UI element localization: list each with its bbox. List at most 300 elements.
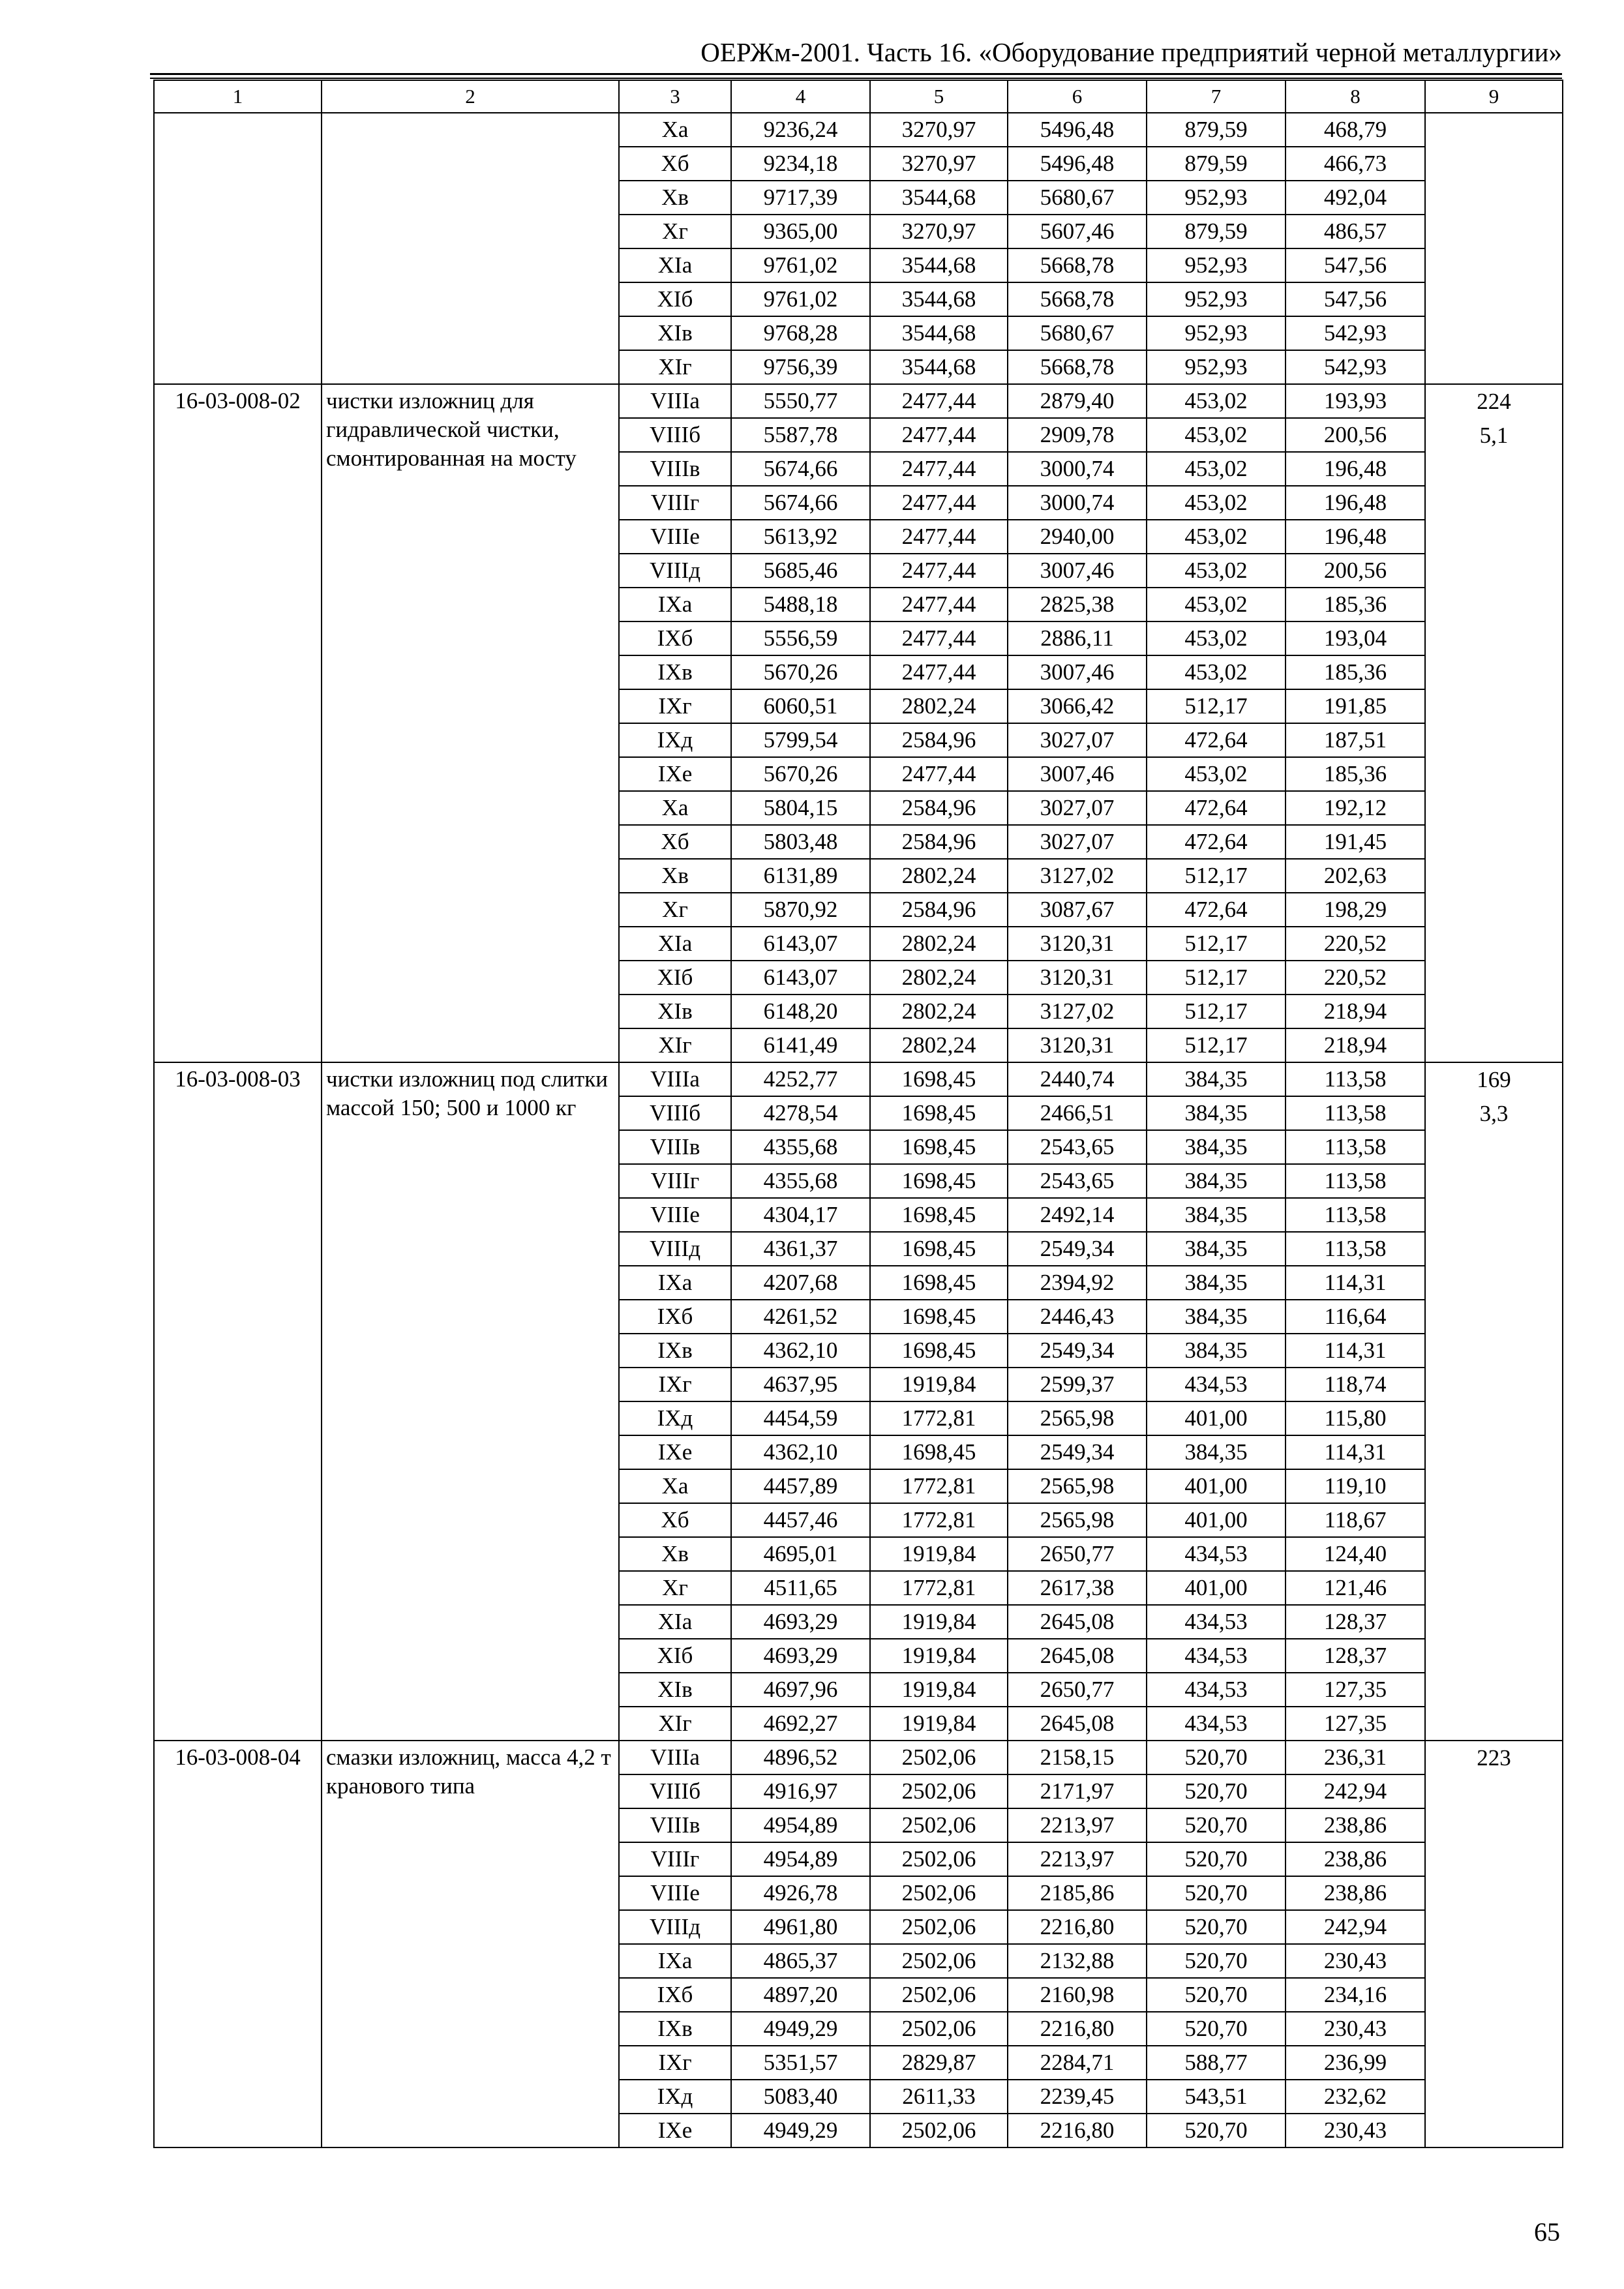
value-cell: 401,00 — [1147, 1401, 1286, 1435]
value-cell: 6148,20 — [731, 995, 870, 1028]
page-number: 65 — [1534, 2217, 1560, 2247]
value-cell: 384,35 — [1147, 1130, 1286, 1164]
zone-cell: VIIIв — [619, 1808, 731, 1842]
zone-cell: XIг — [619, 350, 731, 384]
value-cell: 2829,87 — [870, 2046, 1008, 2080]
value-cell: 401,00 — [1147, 1469, 1286, 1503]
zone-cell: IXб — [619, 1978, 731, 2012]
value-cell: 5799,54 — [731, 723, 870, 757]
value-cell: 1772,81 — [870, 1469, 1008, 1503]
value-cell: 2802,24 — [870, 961, 1008, 995]
value-cell: 9761,02 — [731, 248, 870, 282]
column-9-cell — [1425, 1741, 1563, 2147]
zone-cell: IXд — [619, 1401, 731, 1435]
value-cell: 512,17 — [1147, 927, 1286, 961]
value-cell: 4304,17 — [731, 1198, 870, 1232]
zone-cell: IXe — [619, 2114, 731, 2147]
value-cell: 3544,68 — [870, 316, 1008, 350]
value-cell: 5496,48 — [1008, 113, 1147, 147]
value-cell: 3000,74 — [1008, 452, 1147, 486]
value-cell: 472,64 — [1147, 791, 1286, 825]
value-cell: 116,64 — [1286, 1300, 1425, 1334]
value-cell: 1919,84 — [870, 1673, 1008, 1707]
value-cell: 6143,07 — [731, 961, 870, 995]
value-cell: 2565,98 — [1008, 1401, 1147, 1435]
value-cell: 472,64 — [1147, 825, 1286, 859]
value-cell: 3027,07 — [1008, 825, 1147, 859]
column-9-cell — [1425, 384, 1563, 1062]
value-cell: 2645,08 — [1008, 1707, 1147, 1741]
value-cell: 542,93 — [1286, 316, 1425, 350]
value-cell: 2216,80 — [1008, 2114, 1147, 2147]
value-cell: 2886,11 — [1008, 621, 1147, 655]
value-cell: 453,02 — [1147, 554, 1286, 588]
column-9-value: 3,3 — [1479, 1101, 1509, 1126]
value-cell: 2584,96 — [870, 791, 1008, 825]
value-cell: 2650,77 — [1008, 1537, 1147, 1571]
value-cell: 236,99 — [1286, 2046, 1425, 2080]
zone-cell: Xг — [619, 1571, 731, 1605]
zone-cell: VIIIг — [619, 1842, 731, 1876]
value-cell: 486,57 — [1286, 215, 1425, 248]
resource-name: чистки изложниц под слитки массой 150; 500 и 1000 кг — [322, 1062, 619, 1741]
zone-cell: Xг — [619, 893, 731, 927]
value-cell: 3270,97 — [870, 147, 1008, 181]
value-cell: 124,40 — [1286, 1537, 1425, 1571]
value-cell: 547,56 — [1286, 282, 1425, 316]
value-cell: 2502,06 — [870, 1876, 1008, 1910]
value-cell: 119,10 — [1286, 1469, 1425, 1503]
zone-cell: IXб — [619, 1300, 731, 1334]
value-cell: 127,35 — [1286, 1707, 1425, 1741]
zone-cell: XIa — [619, 248, 731, 282]
value-cell: 2909,78 — [1008, 418, 1147, 452]
value-cell: 434,53 — [1147, 1673, 1286, 1707]
table-row — [154, 1062, 1563, 1096]
value-cell: 1919,84 — [870, 1639, 1008, 1673]
value-cell: 2477,44 — [870, 621, 1008, 655]
value-cell: 2502,06 — [870, 1842, 1008, 1876]
value-cell: 4637,95 — [731, 1368, 870, 1401]
value-cell: 5670,26 — [731, 655, 870, 689]
value-cell: 2132,88 — [1008, 1944, 1147, 1978]
zone-cell: VIIIб — [619, 418, 731, 452]
value-cell: 200,56 — [1286, 418, 1425, 452]
resource-code — [154, 113, 322, 384]
value-cell: 2171,97 — [1008, 1774, 1147, 1808]
value-cell: 4693,29 — [731, 1639, 870, 1673]
value-cell: 384,35 — [1147, 1232, 1286, 1266]
value-cell: 9768,28 — [731, 316, 870, 350]
value-cell: 238,86 — [1286, 1842, 1425, 1876]
value-cell: 512,17 — [1147, 859, 1286, 893]
value-cell: 466,73 — [1286, 147, 1425, 181]
value-cell: 2239,45 — [1008, 2080, 1147, 2114]
value-cell: 520,70 — [1147, 1741, 1286, 1774]
value-cell: 2440,74 — [1008, 1062, 1147, 1096]
value-cell: 185,36 — [1286, 588, 1425, 621]
value-cell: 200,56 — [1286, 554, 1425, 588]
value-cell: 196,48 — [1286, 520, 1425, 554]
value-cell: 185,36 — [1286, 757, 1425, 791]
column-number: 1 — [154, 80, 322, 113]
value-cell: 4278,54 — [731, 1096, 870, 1130]
value-cell: 3027,07 — [1008, 791, 1147, 825]
zone-cell: VIIIe — [619, 520, 731, 554]
value-cell: 191,85 — [1286, 689, 1425, 723]
value-cell: 220,52 — [1286, 927, 1425, 961]
value-cell: 4362,10 — [731, 1334, 870, 1368]
value-cell: 2477,44 — [870, 384, 1008, 418]
zone-cell: Xв — [619, 859, 731, 893]
column-number: 7 — [1147, 80, 1286, 113]
value-cell: 4261,52 — [731, 1300, 870, 1334]
value-cell: 588,77 — [1147, 2046, 1286, 2080]
value-cell: 5870,92 — [731, 893, 870, 927]
value-cell: 5685,46 — [731, 554, 870, 588]
value-cell: 4949,29 — [731, 2012, 870, 2046]
zone-cell: IXг — [619, 689, 731, 723]
zone-cell: Xб — [619, 147, 731, 181]
value-cell: 3007,46 — [1008, 757, 1147, 791]
value-cell: 1698,45 — [870, 1232, 1008, 1266]
value-cell: 5607,46 — [1008, 215, 1147, 248]
value-cell: 4457,89 — [731, 1469, 870, 1503]
value-cell: 1919,84 — [870, 1605, 1008, 1639]
value-cell: 2160,98 — [1008, 1978, 1147, 2012]
value-cell: 2802,24 — [870, 859, 1008, 893]
value-cell: 520,70 — [1147, 1944, 1286, 1978]
value-cell: 2549,34 — [1008, 1435, 1147, 1469]
value-cell: 2617,38 — [1008, 1571, 1147, 1605]
table-row — [154, 384, 1563, 418]
value-cell: 114,31 — [1286, 1334, 1425, 1368]
value-cell: 520,70 — [1147, 1876, 1286, 1910]
zone-cell: IXв — [619, 655, 731, 689]
zone-cell: VIIIд — [619, 1232, 731, 1266]
value-cell: 4207,68 — [731, 1266, 870, 1300]
value-cell: 242,94 — [1286, 1910, 1425, 1944]
value-cell: 1698,45 — [870, 1096, 1008, 1130]
value-cell: 3544,68 — [870, 350, 1008, 384]
value-cell: 879,59 — [1147, 147, 1286, 181]
value-cell: 384,35 — [1147, 1198, 1286, 1232]
value-cell: 3027,07 — [1008, 723, 1147, 757]
value-cell: 434,53 — [1147, 1368, 1286, 1401]
zone-cell: XIa — [619, 927, 731, 961]
value-cell: 220,52 — [1286, 961, 1425, 995]
value-cell: 5556,59 — [731, 621, 870, 655]
value-cell: 193,93 — [1286, 384, 1425, 418]
value-cell: 230,43 — [1286, 2114, 1425, 2147]
zone-cell: VIIIб — [619, 1774, 731, 1808]
column-9-cell — [1425, 113, 1563, 384]
value-cell: 2394,92 — [1008, 1266, 1147, 1300]
value-cell: 2502,06 — [870, 1910, 1008, 1944]
value-cell: 384,35 — [1147, 1334, 1286, 1368]
value-cell: 192,12 — [1286, 791, 1425, 825]
value-cell: 434,53 — [1147, 1707, 1286, 1741]
value-cell: 1698,45 — [870, 1334, 1008, 1368]
value-cell: 2565,98 — [1008, 1469, 1147, 1503]
value-cell: 9717,39 — [731, 181, 870, 215]
value-cell: 401,00 — [1147, 1571, 1286, 1605]
value-cell: 952,93 — [1147, 282, 1286, 316]
zone-cell: VIIIa — [619, 1741, 731, 1774]
value-cell: 238,86 — [1286, 1876, 1425, 1910]
value-cell: 952,93 — [1147, 316, 1286, 350]
value-cell: 121,46 — [1286, 1571, 1425, 1605]
value-cell: 5668,78 — [1008, 350, 1147, 384]
zone-cell: VIIIa — [619, 1062, 731, 1096]
zone-cell: Xa — [619, 113, 731, 147]
zone-cell: XIб — [619, 961, 731, 995]
value-cell: 3544,68 — [870, 282, 1008, 316]
zone-cell: Xa — [619, 1469, 731, 1503]
value-cell: 187,51 — [1286, 723, 1425, 757]
value-cell: 520,70 — [1147, 1774, 1286, 1808]
value-cell: 5674,66 — [731, 486, 870, 520]
value-cell: 115,80 — [1286, 1401, 1425, 1435]
resource-name: смазки изложниц, масса 4,2 т кранового типа — [322, 1741, 619, 2147]
value-cell: 2213,97 — [1008, 1842, 1147, 1876]
value-cell: 232,62 — [1286, 2080, 1425, 2114]
value-cell: 4865,37 — [731, 1944, 870, 1978]
zone-cell: IXд — [619, 723, 731, 757]
value-cell: 2477,44 — [870, 655, 1008, 689]
value-cell: 4361,37 — [731, 1232, 870, 1266]
resource-name — [322, 113, 619, 384]
value-cell: 202,63 — [1286, 859, 1425, 893]
value-cell: 547,56 — [1286, 248, 1425, 282]
column-9-cell — [1425, 1062, 1563, 1741]
value-cell: 3066,42 — [1008, 689, 1147, 723]
value-cell: 2502,06 — [870, 1944, 1008, 1978]
value-cell: 2477,44 — [870, 486, 1008, 520]
value-cell: 2549,34 — [1008, 1334, 1147, 1368]
value-cell: 3270,97 — [870, 113, 1008, 147]
zone-cell: VIIIд — [619, 1910, 731, 1944]
value-cell: 3120,31 — [1008, 927, 1147, 961]
value-cell: 434,53 — [1147, 1537, 1286, 1571]
value-cell: 230,43 — [1286, 2012, 1425, 2046]
value-cell: 2502,06 — [870, 1774, 1008, 1808]
value-cell: 520,70 — [1147, 1910, 1286, 1944]
value-cell: 2802,24 — [870, 1028, 1008, 1062]
value-cell: 114,31 — [1286, 1435, 1425, 1469]
zone-cell: XIг — [619, 1028, 731, 1062]
value-cell: 3127,02 — [1008, 995, 1147, 1028]
value-cell: 196,48 — [1286, 452, 1425, 486]
value-cell: 384,35 — [1147, 1300, 1286, 1334]
value-cell: 4457,46 — [731, 1503, 870, 1537]
value-cell: 2477,44 — [870, 418, 1008, 452]
value-cell: 4896,52 — [731, 1741, 870, 1774]
value-cell: 1919,84 — [870, 1707, 1008, 1741]
value-cell: 218,94 — [1286, 1028, 1425, 1062]
value-cell: 6141,49 — [731, 1028, 870, 1062]
value-cell: 520,70 — [1147, 2114, 1286, 2147]
value-cell: 230,43 — [1286, 1944, 1425, 1978]
value-cell: 196,48 — [1286, 486, 1425, 520]
value-cell: 2543,65 — [1008, 1164, 1147, 1198]
value-cell: 2611,33 — [870, 2080, 1008, 2114]
value-cell: 185,36 — [1286, 655, 1425, 689]
value-cell: 128,37 — [1286, 1639, 1425, 1673]
zone-cell: IXa — [619, 1266, 731, 1300]
zone-cell: IXд — [619, 2080, 731, 2114]
zone-cell: XIг — [619, 1707, 731, 1741]
value-cell: 2477,44 — [870, 520, 1008, 554]
zone-cell: IXб — [619, 621, 731, 655]
value-cell: 113,58 — [1286, 1198, 1425, 1232]
value-cell: 5804,15 — [731, 791, 870, 825]
zone-cell: Xб — [619, 1503, 731, 1537]
zone-cell: VIIIг — [619, 1164, 731, 1198]
value-cell: 1772,81 — [870, 1503, 1008, 1537]
value-cell: 434,53 — [1147, 1605, 1286, 1639]
value-cell: 1919,84 — [870, 1368, 1008, 1401]
value-cell: 193,04 — [1286, 621, 1425, 655]
value-cell: 2802,24 — [870, 995, 1008, 1028]
value-cell: 2543,65 — [1008, 1130, 1147, 1164]
value-cell: 2502,06 — [870, 2012, 1008, 2046]
value-cell: 234,16 — [1286, 1978, 1425, 2012]
value-cell: 2477,44 — [870, 588, 1008, 621]
column-9-value: 169 — [1477, 1067, 1511, 1092]
value-cell: 2477,44 — [870, 452, 1008, 486]
value-cell: 3000,74 — [1008, 486, 1147, 520]
value-cell: 2158,15 — [1008, 1741, 1147, 1774]
value-cell: 3270,97 — [870, 215, 1008, 248]
table-row — [154, 1741, 1563, 1774]
zone-cell: Xв — [619, 181, 731, 215]
value-cell: 5680,67 — [1008, 181, 1147, 215]
value-cell: 542,93 — [1286, 350, 1425, 384]
value-cell: 2492,14 — [1008, 1198, 1147, 1232]
value-cell: 2216,80 — [1008, 1910, 1147, 1944]
value-cell: 4362,10 — [731, 1435, 870, 1469]
zone-cell: XIб — [619, 282, 731, 316]
value-cell: 9756,39 — [731, 350, 870, 384]
value-cell: 2446,43 — [1008, 1300, 1147, 1334]
value-cell: 4954,89 — [731, 1842, 870, 1876]
value-cell: 4695,01 — [731, 1537, 870, 1571]
value-cell: 384,35 — [1147, 1096, 1286, 1130]
value-cell: 113,58 — [1286, 1164, 1425, 1198]
column-9-value: 224 — [1477, 389, 1511, 414]
zone-cell: VIIIб — [619, 1096, 731, 1130]
value-cell: 952,93 — [1147, 181, 1286, 215]
value-cell: 512,17 — [1147, 961, 1286, 995]
zone-cell: IXг — [619, 1368, 731, 1401]
value-cell: 218,94 — [1286, 995, 1425, 1028]
value-cell: 520,70 — [1147, 1978, 1286, 2012]
value-cell: 4693,29 — [731, 1605, 870, 1639]
zone-cell: IXa — [619, 1944, 731, 1978]
value-cell: 236,31 — [1286, 1741, 1425, 1774]
value-cell: 3544,68 — [870, 248, 1008, 282]
value-cell: 2502,06 — [870, 1978, 1008, 2012]
zone-cell: XIa — [619, 1605, 731, 1639]
value-cell: 2477,44 — [870, 757, 1008, 791]
value-cell: 4954,89 — [731, 1808, 870, 1842]
value-cell: 2213,97 — [1008, 1808, 1147, 1842]
value-cell: 453,02 — [1147, 418, 1286, 452]
value-cell: 2802,24 — [870, 927, 1008, 961]
value-cell: 4692,27 — [731, 1707, 870, 1741]
value-cell: 6131,89 — [731, 859, 870, 893]
column-number: 3 — [619, 80, 731, 113]
column-number: 2 — [322, 80, 619, 113]
value-cell: 5496,48 — [1008, 147, 1147, 181]
value-cell: 2584,96 — [870, 723, 1008, 757]
header-rule — [150, 73, 1562, 75]
value-cell: 520,70 — [1147, 2012, 1286, 2046]
value-cell: 2650,77 — [1008, 1673, 1147, 1707]
value-cell: 2940,00 — [1008, 520, 1147, 554]
table-row — [154, 113, 1563, 147]
zone-cell: VIIIд — [619, 554, 731, 588]
column-number: 8 — [1286, 80, 1425, 113]
value-cell: 1698,45 — [870, 1164, 1008, 1198]
value-cell: 2879,40 — [1008, 384, 1147, 418]
value-cell: 5803,48 — [731, 825, 870, 859]
value-cell: 5351,57 — [731, 2046, 870, 2080]
value-cell: 384,35 — [1147, 1062, 1286, 1096]
column-number: 4 — [731, 80, 870, 113]
value-cell: 4511,65 — [731, 1571, 870, 1605]
value-cell: 384,35 — [1147, 1266, 1286, 1300]
resource-code: 16-03-008-03 — [154, 1062, 322, 1741]
value-cell: 113,58 — [1286, 1062, 1425, 1096]
value-cell: 238,86 — [1286, 1808, 1425, 1842]
column-number-row — [154, 80, 1563, 113]
value-cell: 6143,07 — [731, 927, 870, 961]
header-rule-secondary — [150, 78, 1562, 79]
value-cell: 2802,24 — [870, 689, 1008, 723]
value-cell: 2185,86 — [1008, 1876, 1147, 1910]
zone-cell: Xa — [619, 791, 731, 825]
value-cell: 384,35 — [1147, 1164, 1286, 1198]
value-cell: 4454,59 — [731, 1401, 870, 1435]
value-cell: 1772,81 — [870, 1401, 1008, 1435]
value-cell: 2284,71 — [1008, 2046, 1147, 2080]
value-cell: 952,93 — [1147, 248, 1286, 282]
rates-table-body — [154, 80, 1563, 2147]
value-cell: 5668,78 — [1008, 282, 1147, 316]
value-cell: 5488,18 — [731, 588, 870, 621]
value-cell: 3544,68 — [870, 181, 1008, 215]
value-cell: 2502,06 — [870, 1741, 1008, 1774]
value-cell: 3127,02 — [1008, 859, 1147, 893]
zone-cell: IXe — [619, 757, 731, 791]
value-cell: 1698,45 — [870, 1266, 1008, 1300]
value-cell: 5083,40 — [731, 2080, 870, 2114]
value-cell: 1698,45 — [870, 1130, 1008, 1164]
zone-cell: XIв — [619, 995, 731, 1028]
value-cell: 453,02 — [1147, 486, 1286, 520]
resource-code: 16-03-008-04 — [154, 1741, 322, 2147]
value-cell: 2584,96 — [870, 825, 1008, 859]
value-cell: 4355,68 — [731, 1164, 870, 1198]
value-cell: 4897,20 — [731, 1978, 870, 2012]
value-cell: 3007,46 — [1008, 554, 1147, 588]
value-cell: 2599,37 — [1008, 1368, 1147, 1401]
zone-cell: Xб — [619, 825, 731, 859]
value-cell: 2466,51 — [1008, 1096, 1147, 1130]
page-header: ОЕРЖм-2001. Часть 16. «Оборудование предприятий черной металлургии» — [700, 37, 1562, 67]
